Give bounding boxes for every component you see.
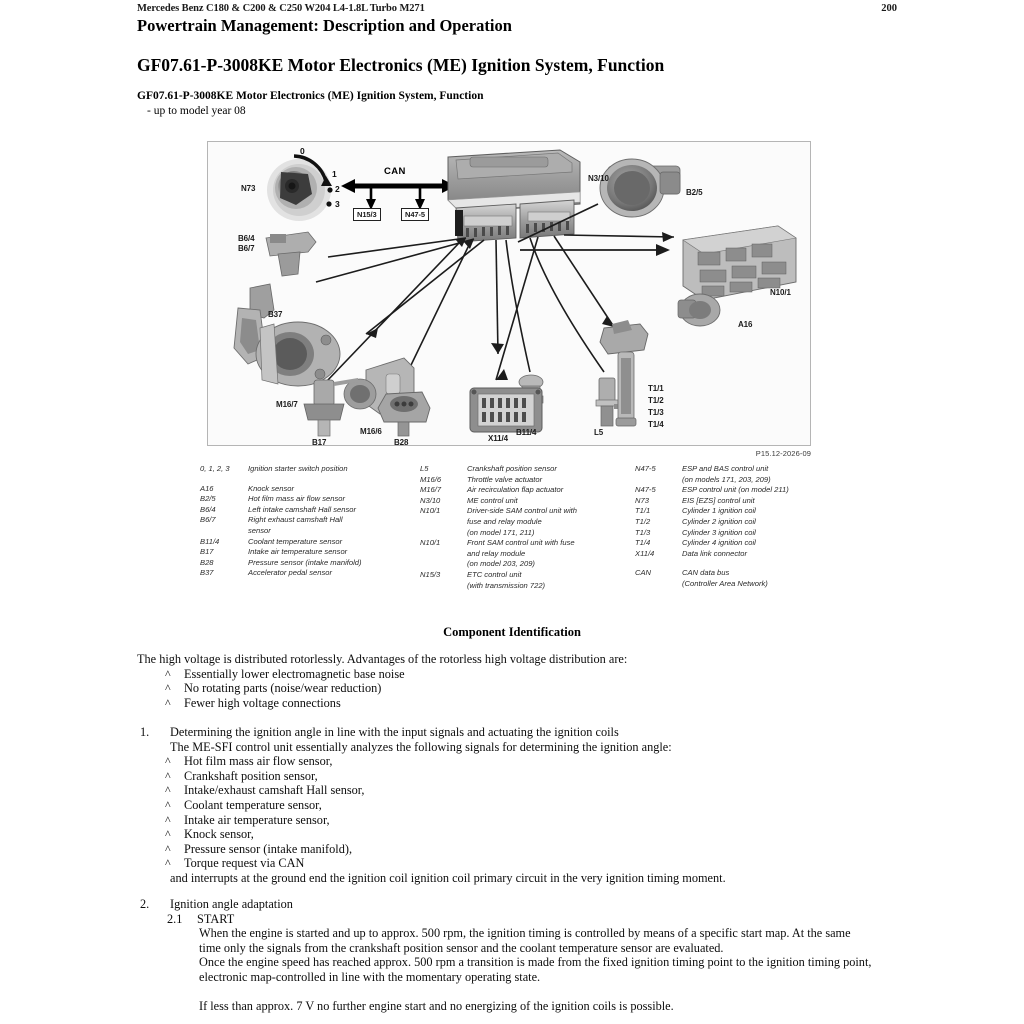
legend-column-3 xyxy=(635,464,860,591)
component-legend xyxy=(200,464,890,591)
component-identification-heading: Component Identification xyxy=(443,625,581,639)
legend-key: M16/6 xyxy=(420,474,442,484)
bullet-caret-icon: ^ xyxy=(165,797,171,812)
bullet-caret-icon: ^ xyxy=(165,768,171,783)
legend-key: B6/4 xyxy=(200,504,216,514)
data-link-connector-graphic xyxy=(470,388,542,432)
label-m16-7: M16/7 xyxy=(276,400,298,409)
item-number: 1. xyxy=(140,725,150,739)
label-n73: N73 xyxy=(241,184,256,193)
list-item-label: Intake/exhaust camshaft Hall sensor, xyxy=(184,783,365,798)
legend-value: Pressure sensor (intake manifold) xyxy=(248,557,362,567)
legend-row xyxy=(200,547,420,558)
label-n10-1: N10/1 xyxy=(770,288,791,297)
diagram-frame xyxy=(207,141,811,446)
legend-value xyxy=(248,515,420,536)
bullet-caret-icon: ^ xyxy=(165,695,171,710)
bullet-caret-icon: ^ xyxy=(165,827,171,842)
list-item-label: Torque request via CAN xyxy=(184,856,305,871)
legend-value: Left intake camshaft Hall sensor xyxy=(248,504,357,514)
legend-value: EIS [EZS] control unit xyxy=(682,495,755,505)
legend-value: Throttle valve actuator xyxy=(467,474,543,484)
legend-value xyxy=(682,464,860,485)
eis-ignition-lock-graphic xyxy=(267,156,333,221)
diagram-svg xyxy=(208,142,811,446)
legend-column-2 xyxy=(420,464,635,591)
legend-key: B17 xyxy=(200,547,214,557)
maf-sensor-graphic xyxy=(600,159,680,217)
legend-key: B6/7 xyxy=(200,515,216,525)
figure-caption: P15.12-2026-09 xyxy=(755,449,811,458)
paragraph-spacer xyxy=(137,985,909,1000)
legend-value-cont: (Controller Area Network) xyxy=(682,578,768,588)
can-bus-arrow xyxy=(341,179,456,210)
legend-value: Cylinder 1 ignition coil xyxy=(682,506,756,516)
legend-key: CAN xyxy=(635,568,652,578)
item-2-paragraph-3: If less than approx. 7 V no further engine start and no energizing of the ignition coils is possible. xyxy=(199,999,674,1014)
system-diagram xyxy=(207,141,811,458)
legend-value: Accelerator pedal sensor xyxy=(248,568,332,578)
legend-key: N73 xyxy=(635,495,649,505)
label-b37: B37 xyxy=(268,310,283,319)
legend-key: T1/2 xyxy=(635,516,651,526)
label-b2-5: B2/5 xyxy=(686,188,703,197)
label-b11-4: B11/4 xyxy=(516,428,537,437)
legend-value-line: ESP and BAS control unit xyxy=(682,464,769,473)
legend-value: Data link connector xyxy=(682,548,748,558)
bullet-caret-icon: ^ xyxy=(165,666,171,681)
label-can: CAN xyxy=(384,166,406,177)
label-t1-1: T1/1 xyxy=(648,384,664,393)
legend-key: T1/3 xyxy=(635,527,651,537)
switch-position-1: 1 xyxy=(332,169,337,179)
section-title: GF07.61-P-3008KE Motor Electronics (ME) Ignition System, Function xyxy=(137,55,665,75)
legend-row xyxy=(635,549,860,560)
legend-value: Ignition starter switch position xyxy=(248,464,348,473)
numbered-item-1 xyxy=(137,725,909,740)
item-2-paragraph-2-line-2: electronic map-controlled in line with the momentary operating state. xyxy=(199,969,541,984)
item-2-paragraph-2-line-1: Once the engine speed has reached approx. 500 rpm a transition is made from the fixed ignition timing point to the ignition timing point, xyxy=(199,955,872,970)
legend-value-line: Right exhaust camshaft Hall xyxy=(248,515,343,525)
bullet-caret-icon: ^ xyxy=(165,681,171,696)
list-item xyxy=(165,842,909,857)
legend-key: L5 xyxy=(420,464,429,473)
legend-key: N10/1 xyxy=(420,538,441,548)
legend-value-line: Front SAM control unit with fuse xyxy=(467,538,575,548)
section-subnote: - up to model year 08 xyxy=(147,105,246,117)
legend-key: A16 xyxy=(200,483,214,493)
legend-row xyxy=(635,517,860,528)
legend-key: B11/4 xyxy=(200,536,220,546)
advantages-block xyxy=(137,652,909,710)
legend-value-cont: (on model 171, 211) xyxy=(467,527,535,537)
list-item-label: No rotating parts (noise/wear reduction) xyxy=(184,681,382,696)
list-item-label: Fewer high voltage connections xyxy=(184,695,341,710)
legend-value: Cylinder 4 ignition coil xyxy=(682,538,756,548)
legend-value: Knock sensor xyxy=(248,483,295,493)
item-title: Ignition angle adaptation xyxy=(170,897,293,911)
legend-row xyxy=(420,538,635,570)
legend-value-cont: (on models 171, 203, 209) xyxy=(682,474,771,484)
legend-row xyxy=(200,568,420,579)
numbered-item-2 xyxy=(137,897,909,912)
label-a16: A16 xyxy=(738,320,753,329)
legend-value-line: Driver-side SAM control unit with xyxy=(467,506,578,516)
legend-key: N47-5 xyxy=(635,464,656,473)
subitem-number: 2.1 xyxy=(167,911,183,926)
legend-row xyxy=(200,537,420,548)
legend-row xyxy=(420,506,635,538)
list-item xyxy=(165,667,909,682)
label-b6-7: B6/7 xyxy=(238,244,255,253)
legend-value xyxy=(682,568,860,589)
legend-key: T1/1 xyxy=(635,506,651,516)
legend-key: N3/10 xyxy=(420,495,441,505)
legend-key: T1/4 xyxy=(635,538,651,548)
bullet-caret-icon: ^ xyxy=(165,856,171,871)
label-t1-4: T1/4 xyxy=(648,420,664,429)
legend-row xyxy=(200,558,420,569)
legend-row xyxy=(635,568,860,589)
legend-value-cont: sensor xyxy=(248,525,271,535)
list-item xyxy=(165,681,909,696)
label-b28: B28 xyxy=(394,438,409,446)
list-item xyxy=(165,856,909,871)
advantages-intro: The high voltage is distributed rotorlessly. Advantages of the rotorless high voltage distribution are: xyxy=(137,652,628,666)
bullet-caret-icon: ^ xyxy=(165,812,171,827)
legend-key: B37 xyxy=(200,568,214,578)
signals-list xyxy=(137,754,909,871)
running-header-vehicle: Mercedes Benz C180 & C200 & C250 W204 L4-1.8L Turbo M271 xyxy=(137,3,425,14)
legend-value: Hot film mass air flow sensor xyxy=(248,494,346,504)
legend-value-line: ETC control unit xyxy=(467,569,522,579)
pressure-sensor-graphic xyxy=(378,392,430,436)
list-item xyxy=(165,783,909,798)
legend-value: Air recirculation flap actuator xyxy=(467,485,564,495)
legend-value-cont: (on model 203, 209) xyxy=(467,559,535,569)
legend-row xyxy=(420,464,635,475)
list-item-label: Knock sensor, xyxy=(184,827,254,842)
switch-position-2: 2 xyxy=(335,184,340,194)
legend-row xyxy=(635,485,860,496)
legend-row xyxy=(200,464,420,475)
legend-key: X11/4 xyxy=(635,548,655,558)
legend-row xyxy=(420,496,635,507)
legend-value-cont: (with transmission 722) xyxy=(467,580,546,590)
knock-sensor-graphic xyxy=(678,294,720,326)
list-item xyxy=(165,827,909,842)
numbered-item-2-1 xyxy=(137,912,909,927)
legend-value: Cylinder 2 ignition coil xyxy=(682,516,756,526)
list-item-label: Pressure sensor (intake manifold), xyxy=(184,841,353,856)
legend-value: Crankshaft position sensor xyxy=(467,464,557,473)
legend-row xyxy=(420,475,635,486)
legend-value: Coolant temperature sensor xyxy=(248,536,343,546)
legend-row xyxy=(635,538,860,549)
label-b6-4: B6/4 xyxy=(238,234,255,243)
legend-row xyxy=(200,505,420,516)
legend-value: ME control unit xyxy=(467,495,518,505)
bullet-caret-icon: ^ xyxy=(165,783,171,798)
list-item xyxy=(165,696,909,711)
legend-value: Intake air temperature sensor xyxy=(248,547,348,557)
item-2-block xyxy=(137,897,909,1014)
legend-value: ESP control unit (on model 211) xyxy=(682,485,789,495)
legend-key: 0, 1, 2, 3 xyxy=(200,464,230,473)
legend-row xyxy=(635,506,860,517)
running-header xyxy=(137,3,897,14)
me-control-unit-graphic xyxy=(448,150,580,242)
legend-row xyxy=(200,515,420,536)
legend-row xyxy=(200,494,420,505)
bullet-caret-icon: ^ xyxy=(165,841,171,856)
subitem-title: START xyxy=(197,911,235,926)
legend-key: N47-5 xyxy=(635,485,656,495)
item-2-paragraph-1-line-2: time only the signals from the crankshaft position sensor and the coolant temperature sensor are evaluated. xyxy=(199,940,724,955)
item-1-block xyxy=(137,725,909,886)
section-subtitle: GF07.61-P-3008KE Motor Electronics (ME) Ignition System, Function xyxy=(137,90,484,102)
label-t1-3: T1/3 xyxy=(648,408,664,417)
document-title: Powertrain Management: Description and Operation xyxy=(137,16,512,35)
item-number: 2. xyxy=(140,897,150,911)
legend-key: M16/7 xyxy=(420,485,442,495)
page-number: 200 xyxy=(881,3,897,14)
legend-key: N10/1 xyxy=(420,506,441,516)
legend-value xyxy=(467,538,635,570)
list-item-label: Intake air temperature sensor, xyxy=(184,812,330,827)
item-1-closing: and interrupts at the ground end the ignition coil ignition coil primary circuit in the very ignition timing moment. xyxy=(170,870,726,885)
legend-row xyxy=(420,485,635,496)
legend-key: B2/5 xyxy=(200,494,216,504)
advantages-list xyxy=(137,667,909,711)
item-2-paragraph-1-line-1: When the engine is started and up to approx. 500 rpm, the ignition timing is controlled by means of a specific start map. At the same xyxy=(199,926,851,941)
legend-key: B28 xyxy=(200,557,214,567)
legend-row xyxy=(635,528,860,539)
legend-value: Cylinder 3 ignition coil xyxy=(682,527,756,537)
list-item xyxy=(165,754,909,769)
air-recirculation-actuator-graphic xyxy=(256,322,340,386)
list-item-label: Crankshaft position sensor, xyxy=(184,768,318,783)
label-x11-4: X11/4 xyxy=(488,434,508,443)
item-1-lead: The ME-SFI control unit essentially analyzes the following signals for determining the ignition angle: xyxy=(170,739,672,754)
label-n47-5: N47-5 xyxy=(401,208,429,221)
label-t1-2: T1/2 xyxy=(648,396,664,405)
legend-row xyxy=(635,496,860,507)
list-item-label: Coolant temperature sensor, xyxy=(184,797,322,812)
switch-position-0: 0 xyxy=(300,146,305,156)
list-item-label: Hot film mass air flow sensor, xyxy=(184,754,333,769)
switch-position-3: 3 xyxy=(335,199,340,209)
label-n3-10: N3/10 xyxy=(588,174,609,183)
list-item xyxy=(165,813,909,828)
list-item xyxy=(165,769,909,784)
bullet-caret-icon: ^ xyxy=(165,754,171,769)
label-m16-6: M16/6 xyxy=(360,427,382,436)
legend-value-cont: fuse and relay module xyxy=(467,516,542,526)
legend-value-line: CAN data bus xyxy=(682,568,730,578)
label-b17: B17 xyxy=(312,438,327,446)
legend-value xyxy=(467,506,635,538)
camshaft-hall-sensor-graphic xyxy=(266,232,316,276)
legend-row xyxy=(200,484,420,495)
list-item xyxy=(165,798,909,813)
item-title: Determining the ignition angle in line with the input signals and actuating the ignition coils xyxy=(170,725,619,739)
legend-column-1 xyxy=(200,464,420,591)
legend-value xyxy=(467,570,635,591)
legend-row xyxy=(635,464,860,485)
label-n15-3: N15/3 xyxy=(353,208,381,221)
label-l5: L5 xyxy=(594,428,604,437)
list-item-label: Essentially lower electromagnetic base noise xyxy=(184,666,405,681)
legend-key: N15/3 xyxy=(420,569,441,579)
legend-row xyxy=(420,570,635,591)
legend-value-cont: and relay module xyxy=(467,548,526,558)
